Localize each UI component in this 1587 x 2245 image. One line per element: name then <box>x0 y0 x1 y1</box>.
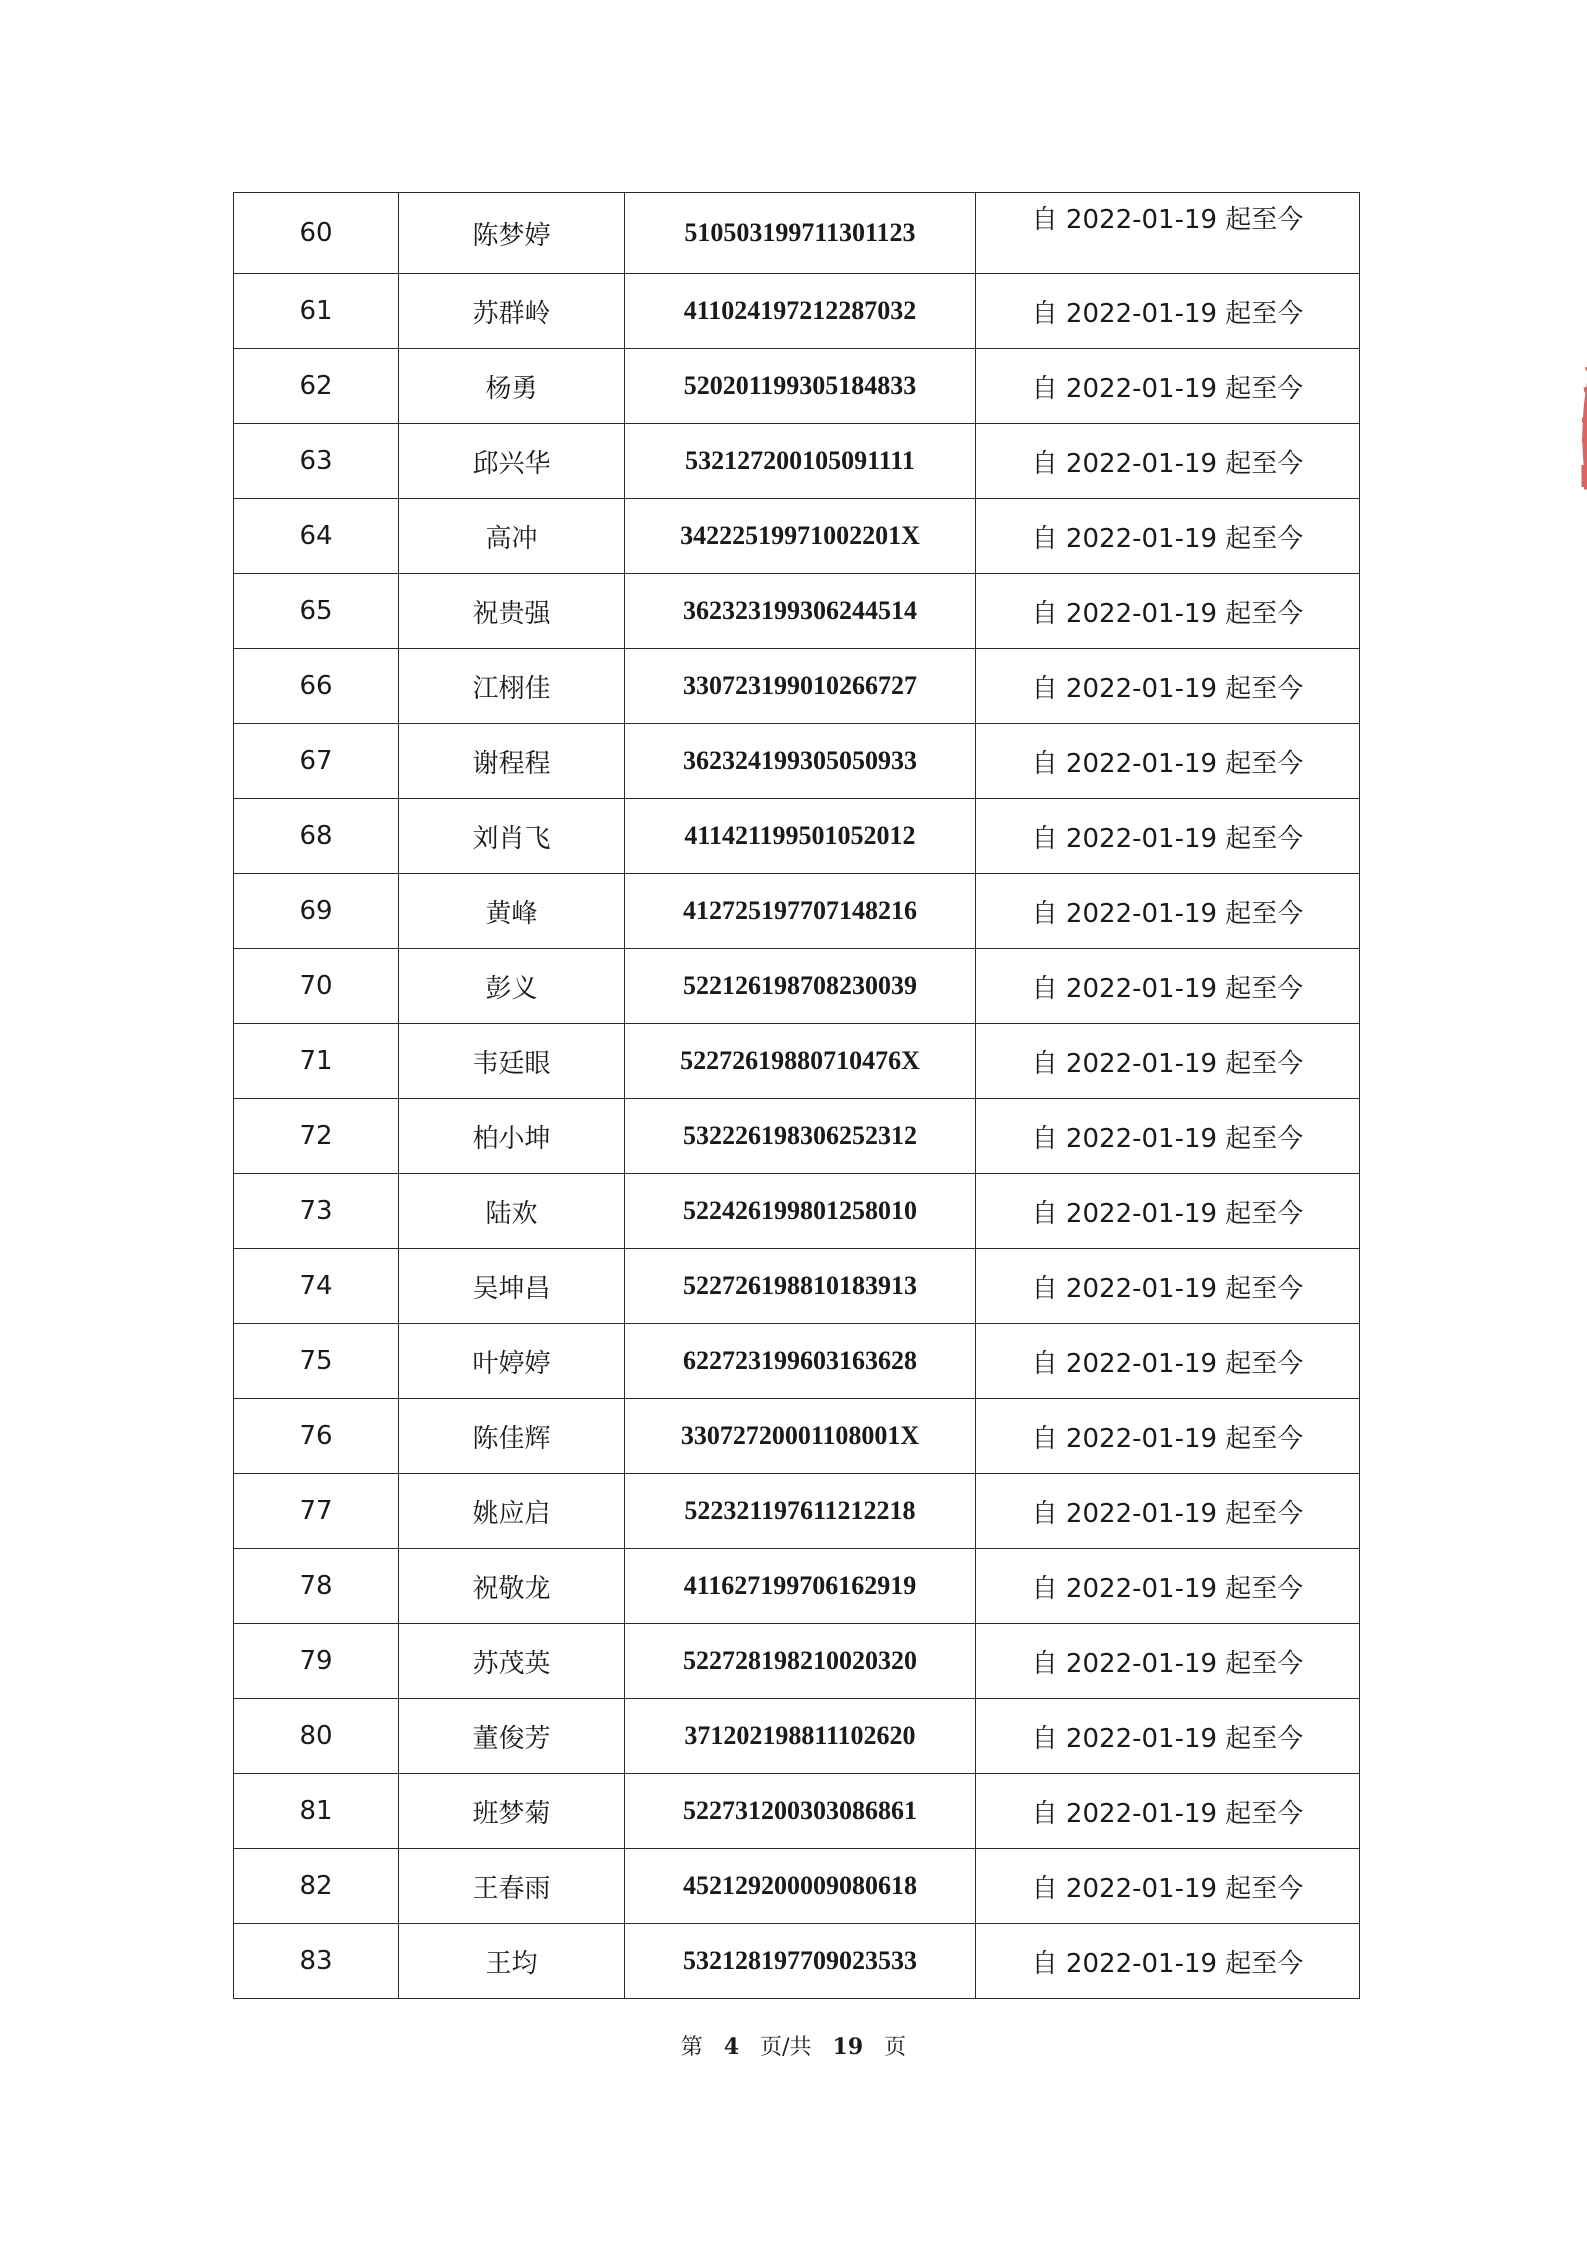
table-row <box>234 1774 1360 1849</box>
row-number-cell: 80 <box>234 1699 399 1774</box>
id-number-cell: 412725197707148216 <box>625 874 976 949</box>
row-number-cell: 64 <box>234 499 399 574</box>
date-range-cell: 自 2022-01-19 起至今 <box>976 1249 1360 1324</box>
person-name-cell: 陆欢 <box>399 1174 625 1249</box>
table-row <box>234 424 1360 499</box>
id-number-cell: 522726198810183913 <box>625 1249 976 1324</box>
page-footer <box>0 2030 1587 2061</box>
person-name-cell: 高冲 <box>399 499 625 574</box>
id-number-cell: 532226198306252312 <box>625 1099 976 1174</box>
row-number-cell: 73 <box>234 1174 399 1249</box>
row-number-cell: 78 <box>234 1549 399 1624</box>
seal-stamp-icon <box>1548 300 1587 580</box>
row-number-cell: 67 <box>234 724 399 799</box>
id-number-cell: 52272619880710476X <box>625 1024 976 1099</box>
table-row <box>234 574 1360 649</box>
id-number-cell: 522728198210020320 <box>625 1624 976 1699</box>
person-name-cell: 叶婷婷 <box>399 1324 625 1399</box>
total-page-count: 19 <box>832 2034 864 2060</box>
id-number-cell: 532127200105091111 <box>625 424 976 499</box>
id-number-cell: 411421199501052012 <box>625 799 976 874</box>
row-number-cell: 75 <box>234 1324 399 1399</box>
id-number-cell: 452129200009080618 <box>625 1849 976 1924</box>
date-range-cell: 自 2022-01-19 起至今 <box>976 499 1360 574</box>
row-number-cell: 65 <box>234 574 399 649</box>
date-range-cell: 自 2022-01-19 起至今 <box>976 1849 1360 1924</box>
id-number-cell: 522126198708230039 <box>625 949 976 1024</box>
row-number-cell: 63 <box>234 424 399 499</box>
date-range-cell: 自 2022-01-19 起至今 <box>976 574 1360 649</box>
roster-table-body <box>234 193 1360 1999</box>
table-row <box>234 874 1360 949</box>
row-number-cell: 83 <box>234 1924 399 1999</box>
table-row <box>234 1024 1360 1099</box>
table-row <box>234 274 1360 349</box>
date-range-cell: 自 2022-01-19 起至今 <box>976 1924 1360 1999</box>
table-row <box>234 1174 1360 1249</box>
person-name-cell: 吴坤昌 <box>399 1249 625 1324</box>
id-number-cell: 34222519971002201X <box>625 499 976 574</box>
id-number-cell: 371202198811102620 <box>625 1699 976 1774</box>
table-row <box>234 1324 1360 1399</box>
table-row <box>234 1249 1360 1324</box>
row-number-cell: 66 <box>234 649 399 724</box>
table-row <box>234 193 1360 274</box>
id-number-cell: 362324199305050933 <box>625 724 976 799</box>
person-name-cell: 王春雨 <box>399 1849 625 1924</box>
table-row <box>234 349 1360 424</box>
row-number-cell: 68 <box>234 799 399 874</box>
table-row <box>234 1474 1360 1549</box>
table-row <box>234 499 1360 574</box>
person-name-cell: 苏茂英 <box>399 1624 625 1699</box>
person-name-cell: 苏群岭 <box>399 274 625 349</box>
table-row <box>234 1624 1360 1699</box>
date-range-cell: 自 2022-01-19 起至今 <box>976 349 1360 424</box>
row-number-cell: 79 <box>234 1624 399 1699</box>
id-number-cell: 362323199306244514 <box>625 574 976 649</box>
footer-suffix: 页 <box>884 2035 907 2060</box>
date-range-cell: 自 2022-01-19 起至今 <box>976 649 1360 724</box>
date-range-cell: 自 2022-01-19 起至今 <box>976 424 1360 499</box>
row-number-cell: 71 <box>234 1024 399 1099</box>
id-number-cell: 33072720001108001X <box>625 1399 976 1474</box>
person-name-cell: 姚应启 <box>399 1474 625 1549</box>
date-range-cell: 自 2022-01-19 起至今 <box>976 1699 1360 1774</box>
date-range-cell: 自 2022-01-19 起至今 <box>976 1624 1360 1699</box>
table-row <box>234 1849 1360 1924</box>
id-number-cell: 622723199603163628 <box>625 1324 976 1399</box>
id-number-cell: 411024197212287032 <box>625 274 976 349</box>
person-name-cell: 柏小坤 <box>399 1099 625 1174</box>
table-row <box>234 649 1360 724</box>
row-number-cell: 81 <box>234 1774 399 1849</box>
id-number-cell: 411627199706162919 <box>625 1549 976 1624</box>
row-number-cell: 74 <box>234 1249 399 1324</box>
date-range-cell: 自 2022-01-19 起至今 <box>976 724 1360 799</box>
date-range-cell: 自 2022-01-19 起至今 <box>976 1774 1360 1849</box>
person-name-cell: 彭义 <box>399 949 625 1024</box>
date-range-cell: 自 2022-01-19 起至今 <box>976 1324 1360 1399</box>
person-name-cell: 祝敬龙 <box>399 1549 625 1624</box>
person-name-cell: 陈梦婷 <box>399 193 625 274</box>
date-range-cell: 自 2022-01-19 起至今 <box>976 799 1360 874</box>
person-name-cell: 祝贵强 <box>399 574 625 649</box>
table-row <box>234 1099 1360 1174</box>
date-range-cell: 自 2022-01-19 起至今 <box>976 1474 1360 1549</box>
person-name-cell: 董俊芳 <box>399 1699 625 1774</box>
row-number-cell: 69 <box>234 874 399 949</box>
id-number-cell: 330723199010266727 <box>625 649 976 724</box>
person-name-cell: 谢程程 <box>399 724 625 799</box>
table-row <box>234 1699 1360 1774</box>
date-range-cell: 自 2022-01-19 起至今 <box>976 1399 1360 1474</box>
table-row <box>234 1399 1360 1474</box>
footer-middle: 页/共 <box>760 2035 812 2060</box>
id-number-cell: 522426199801258010 <box>625 1174 976 1249</box>
person-name-cell: 班梦菊 <box>399 1774 625 1849</box>
person-name-cell: 韦廷眼 <box>399 1024 625 1099</box>
footer-prefix: 第 <box>680 2035 703 2060</box>
date-range-cell: 自 2022-01-19 起至今 <box>976 874 1360 949</box>
date-range-cell: 自 2022-01-19 起至今 <box>976 1099 1360 1174</box>
roster-table <box>233 192 1360 1999</box>
row-number-cell: 76 <box>234 1399 399 1474</box>
row-number-cell: 70 <box>234 949 399 1024</box>
id-number-cell: 532128197709023533 <box>625 1924 976 1999</box>
table-row <box>234 799 1360 874</box>
date-range-cell: 自 2022-01-19 起至今 <box>976 1174 1360 1249</box>
row-number-cell: 61 <box>234 274 399 349</box>
date-range-cell: 自 2022-01-19 起至今 <box>976 1549 1360 1624</box>
date-range-cell: 自 2022-01-19 起至今 <box>976 274 1360 349</box>
row-number-cell: 62 <box>234 349 399 424</box>
person-name-cell: 陈佳辉 <box>399 1399 625 1474</box>
date-range-cell: 自 2022-01-19 起至今 <box>976 193 1360 274</box>
row-number-cell: 72 <box>234 1099 399 1174</box>
person-name-cell: 杨勇 <box>399 349 625 424</box>
id-number-cell: 522731200303086861 <box>625 1774 976 1849</box>
table-row <box>234 724 1360 799</box>
table-row <box>234 1549 1360 1624</box>
date-range-cell: 自 2022-01-19 起至今 <box>976 1024 1360 1099</box>
id-number-cell: 522321197611212218 <box>625 1474 976 1549</box>
current-page-number: 4 <box>723 2034 740 2060</box>
person-name-cell: 刘肖飞 <box>399 799 625 874</box>
row-number-cell: 60 <box>234 193 399 274</box>
person-name-cell: 江栩佳 <box>399 649 625 724</box>
table-row <box>234 949 1360 1024</box>
date-range-cell: 自 2022-01-19 起至今 <box>976 949 1360 1024</box>
id-number-cell: 520201199305184833 <box>625 349 976 424</box>
row-number-cell: 82 <box>234 1849 399 1924</box>
table-row <box>234 1924 1360 1999</box>
person-name-cell: 邱兴华 <box>399 424 625 499</box>
row-number-cell: 77 <box>234 1474 399 1549</box>
person-name-cell: 王均 <box>399 1924 625 1999</box>
person-name-cell: 黄峰 <box>399 874 625 949</box>
id-number-cell: 510503199711301123 <box>625 193 976 274</box>
